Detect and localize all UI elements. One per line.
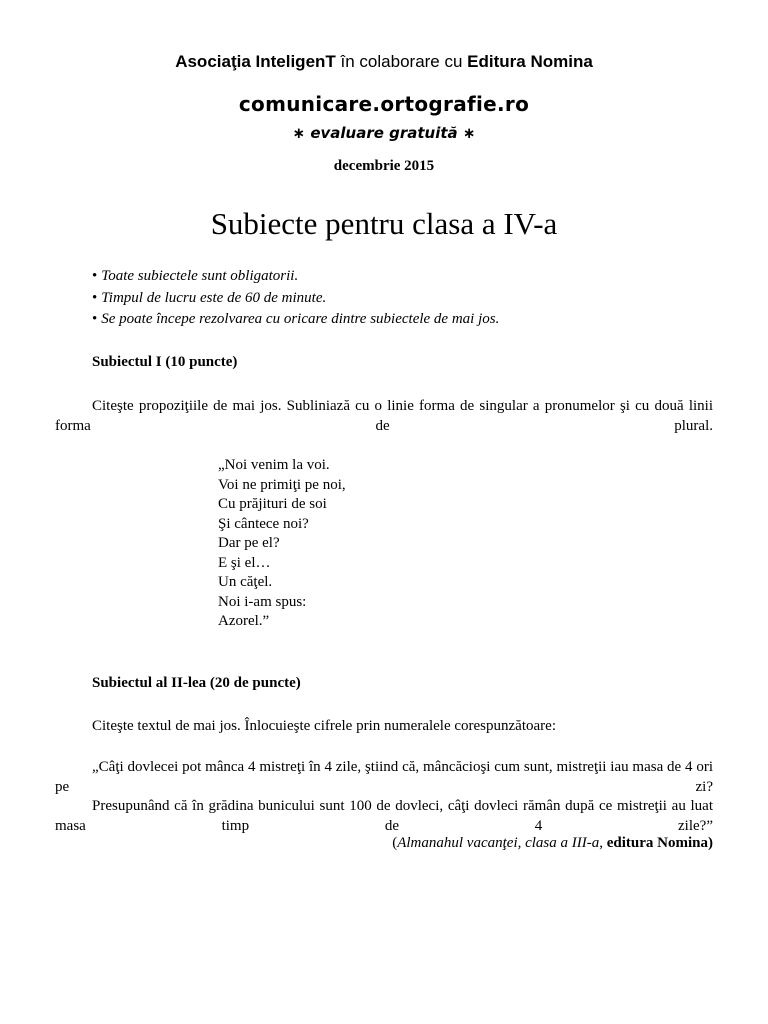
rule-item: • Timpul de lucru este de 60 de minute. [92,288,732,310]
source-citation [392,835,713,852]
rules-list [92,266,732,331]
poem-line: Cu prăjituri de soi [218,496,327,512]
evaluation-tagline: ∗ evaluare gratuită ∗ [292,124,476,142]
poem-line: Voi ne primiţi pe noi, [218,476,346,493]
collab-text: în colaborare cu [340,52,463,71]
date: decembrie 2015 [333,158,435,174]
org-name: Asociaţia InteligenT [175,52,336,71]
subject2-text-paragraph1: „Câţi dovlecei pot mânca 4 mistreţi în 4 zile, ştiind că, mâncăcioşi cum sunt, mistreţii iau masa de 4 ori pe zi? [55,759,713,795]
subject1-heading: Subiectul I (10 puncte) [92,354,238,370]
subject2-instruction: Citeşte textul de mai jos. Înlocuieşte cifrele prin numeralele corespunzătoare: [92,718,556,734]
page-title: Subiecte pentru clasa a IV-a [210,206,558,241]
subject1-instruction: Citeşte propoziţiile de mai jos. Subliniază cu o linie forma de singular a pronumelor şi cu două linii forma de plural. [55,398,713,434]
source-separator: , [599,835,607,851]
rule-item: • Se poate începe rezolvarea cu oricare dintre subiectele de mai jos. [92,309,732,331]
poem-line: Dar pe el? [218,535,280,551]
publisher-name: Editura Nomina [467,52,593,71]
poem-line: E şi el… [218,554,271,571]
poem-line: Noi i-am spus: [218,593,307,610]
header-organizers [0,52,768,72]
poem-line: „Noi venim la voi. [218,457,330,473]
poem-line: Azorel.” [218,613,270,629]
site-name: comunicare.ortografie.ro [238,92,530,116]
source-publisher: editura Nomina) [606,835,713,851]
subject2-text-paragraph2: Presupunând că în grădina bunicului sunt 100 de dovleci, câţi dovleci rămân după ce mistreţii au luat masa timp de 4 zile?” [55,798,713,834]
source-open: ( [392,835,398,851]
source-title: Almanahul vacanţei, clasa a III-a [397,835,600,851]
poem-line: Şi cântece noi? [218,515,309,532]
rule-item: • Toate subiectele sunt obligatorii. [92,266,732,288]
poem [218,456,346,632]
poem-line: Un căţel. [218,574,273,590]
subject2-heading: Subiectul al II-lea (20 de puncte) [92,675,301,691]
